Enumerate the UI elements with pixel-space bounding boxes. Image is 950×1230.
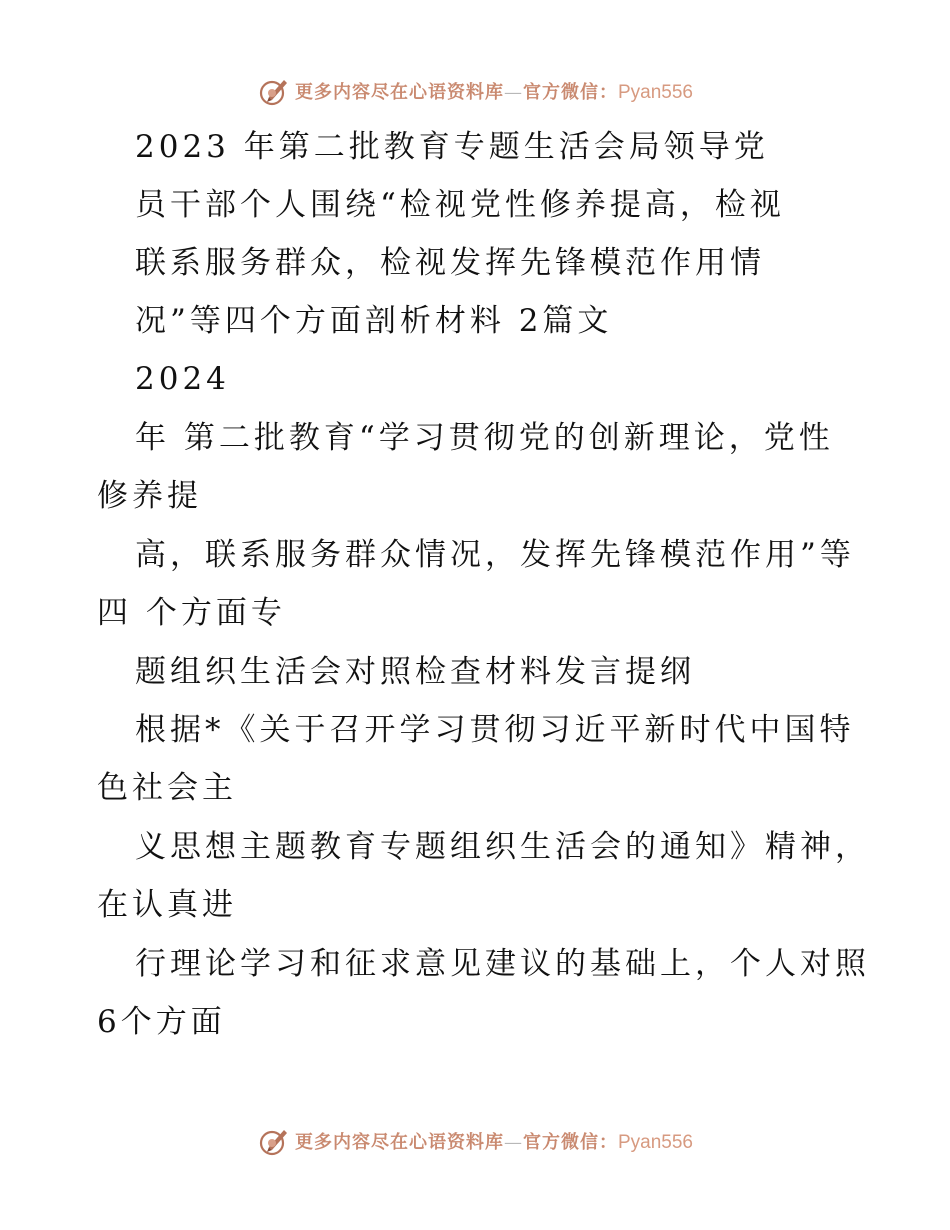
body-line: 高，联系服务群众情况，发挥先锋模范作用”等 [135, 537, 855, 573]
banner-wechat-handle: Pyan556 [617, 1132, 693, 1153]
body-line: 在认真进 [97, 887, 237, 923]
body-line: 行理论学习和征求意见建议的基础上，个人对照 [135, 946, 870, 982]
body-line: 题组织生活会对照检查材料发言提纲 [135, 654, 695, 690]
banner-slogan: 更多内容尽在心语资料库 [294, 1132, 504, 1153]
banner-wechat-label: 官方微信： [522, 82, 618, 103]
quill-pen-logo-icon [257, 74, 291, 108]
banner-text [295, 78, 693, 104]
body-line: 况”等四个方面剖析材料 2篇文 [135, 303, 613, 339]
body-line: 四 个方面专 [97, 595, 286, 631]
body-line: 2024 [135, 361, 230, 397]
body-line: 色社会主 [97, 770, 237, 806]
body-line: 修养提 [97, 478, 202, 514]
body-line: 6个方面 [97, 1004, 226, 1040]
body-line: 员干部个人围绕“检视党性修养提高，检视 [135, 187, 785, 223]
body-line: 根据*《关于召开学习贯彻习近平新时代中国特 [135, 712, 855, 748]
banner-text [295, 1128, 693, 1154]
body-line: 联系服务群众，检视发挥先锋模范作用情 [135, 245, 765, 281]
body-line: 年 第二批教育“学习贯彻党的创新理论，党性 [135, 420, 834, 456]
banner-separator: — [503, 1132, 523, 1153]
banner-separator: — [503, 82, 523, 103]
banner-slogan: 更多内容尽在心语资料库 [294, 82, 504, 103]
banner-wechat-label: 官方微信： [522, 1132, 618, 1153]
body-line: 2023 年第二批教育专题生活会局领导党 [135, 129, 769, 165]
header-banner [0, 71, 950, 111]
quill-pen-logo-icon [257, 1124, 291, 1158]
body-line: 义思想主题教育专题组织生活会的通知》精神， [135, 829, 870, 865]
banner-wechat-handle: Pyan556 [617, 82, 693, 103]
footer-banner [0, 1121, 950, 1161]
